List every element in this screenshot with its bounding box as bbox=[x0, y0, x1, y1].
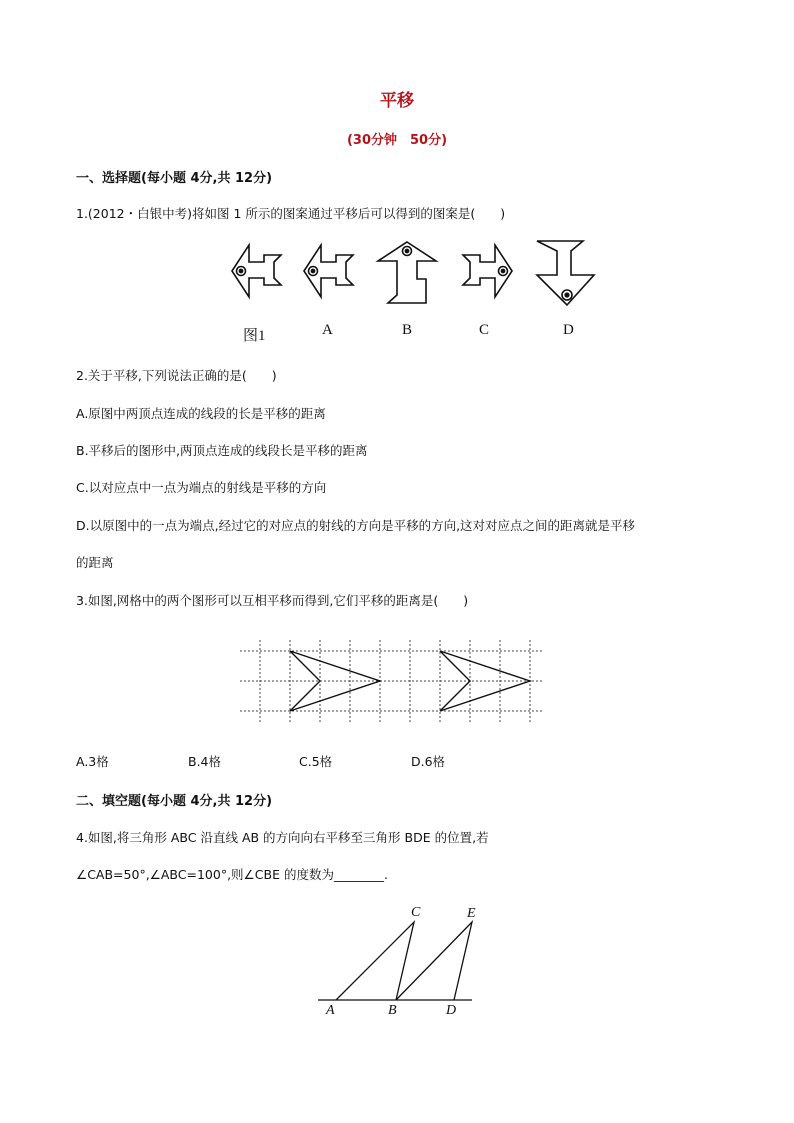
q3-option-d: D.6格 bbox=[411, 754, 446, 769]
page-subtitle: (30分钟 50分) bbox=[346, 133, 448, 148]
point-e-label: E bbox=[467, 906, 476, 921]
q1-label-fig1: 图1 bbox=[243, 328, 266, 344]
q3-option-b: B.4格 bbox=[188, 754, 222, 769]
q3-grid-figure bbox=[236, 640, 556, 730]
q4-line2: ∠CAB=50°,∠ABC=100°,则∠CBE 的度数为________. bbox=[76, 867, 388, 882]
q3-option-a: A.3格 bbox=[76, 754, 109, 769]
section2-heading: 二、填空题(每小题 4分,共 12分) bbox=[76, 794, 273, 809]
point-d-label: D bbox=[446, 1003, 457, 1018]
q1-label-a: A bbox=[322, 322, 333, 338]
q4-line1: 4.如图,将三角形 ABC 沿直线 AB 的方向向右平移至三角形 BDE 的位置,若 bbox=[76, 830, 489, 845]
q2-option-c: C.以对应点中一点为端点的射线是平移的方向 bbox=[76, 480, 327, 495]
section1-heading: 一、选择题(每小题 4分,共 12分) bbox=[76, 171, 273, 186]
triangle-abc bbox=[336, 922, 414, 1000]
q2-option-d-cont: 的距离 bbox=[76, 555, 114, 570]
q1-label-d: D bbox=[563, 322, 574, 338]
option-a-shape bbox=[304, 245, 353, 297]
q1-label-b: B bbox=[402, 322, 413, 338]
q2-option-b: B.平移后的图形中,两顶点连成的线段长是平移的距离 bbox=[76, 443, 368, 458]
q3-option-c: C.5格 bbox=[299, 754, 333, 769]
q4-triangle-figure bbox=[310, 900, 510, 1030]
grid-lines bbox=[240, 640, 544, 724]
q1-text: 1.(2012・白银中考)将如图 1 所示的图案通过平移后可以得到的图案是( ) bbox=[76, 206, 506, 221]
point-a-label: A bbox=[326, 1003, 335, 1018]
q1-figures bbox=[0, 235, 794, 335]
grid-shape-left bbox=[290, 651, 380, 711]
option-b-shape bbox=[378, 242, 436, 303]
q2-option-d: D.以原图中的一点为端点,经过它的对应点的射线的方向是平移的方向,这对对应点之间的距离就是平移 bbox=[76, 518, 636, 533]
point-c-label: C bbox=[411, 905, 421, 920]
page-title: 平移 bbox=[380, 91, 414, 111]
option-c-shape bbox=[463, 245, 512, 297]
q2-option-a: A.原图中两顶点连成的线段的长是平移的距离 bbox=[76, 406, 326, 421]
q1-label-c: C bbox=[479, 322, 490, 338]
triangle-bde bbox=[396, 922, 472, 1000]
fig1-shape bbox=[232, 245, 281, 297]
point-b-label: B bbox=[388, 1003, 397, 1018]
option-d-shape bbox=[537, 241, 594, 305]
q2-text: 2.关于平移,下列说法正确的是( ) bbox=[76, 368, 277, 383]
q3-text: 3.如图,网格中的两个图形可以互相平移而得到,它们平移的距离是( ) bbox=[76, 593, 469, 608]
